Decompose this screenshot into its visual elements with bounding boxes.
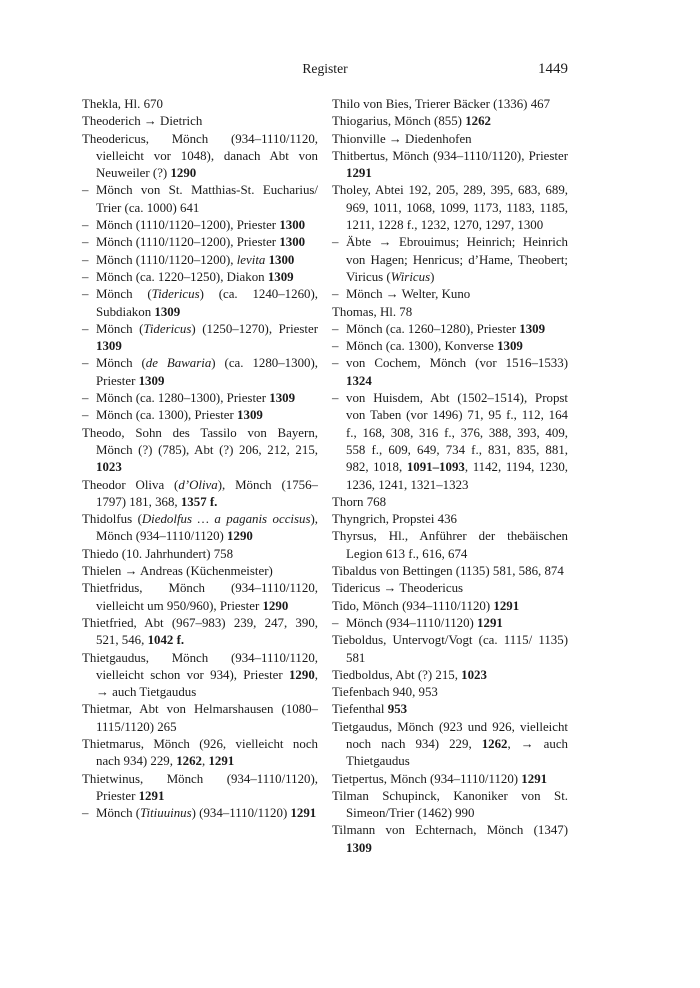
subentry-dash: – (332, 356, 339, 371)
italic-text: Tidericus (143, 321, 192, 336)
page-reference-bold: 1023 (461, 667, 487, 682)
page-reference-bold: 1291 (138, 788, 165, 803)
page-reference-bold: 1309 (269, 391, 296, 406)
entry-text: Thionville → Diedenhofen (332, 131, 472, 146)
running-head (82, 61, 568, 81)
index-entry (82, 511, 318, 546)
index-subentry (332, 390, 568, 494)
entry-text: Mönch (ca. 1260–1280), Priester (346, 321, 520, 336)
page-reference-bold: 1309 (346, 840, 372, 855)
entry-text: ) (ca. 1240–1260), Subdiakon (96, 287, 318, 319)
subentry-dash: – (82, 287, 89, 302)
entry-text: Tilman Schupinck, Kanoniker von St. Simeon/Trier (1462) 990 (332, 788, 568, 821)
page-reference-bold: 1290 (170, 166, 197, 181)
entry-text: Tidericus → Theodericus (332, 581, 464, 596)
entry-text: Thiogarius, Mönch (855) (332, 114, 466, 129)
entry-text: ), Mönch (1756–1797) 181, 368, (96, 477, 318, 509)
entry-text: Thorn 768 (332, 494, 387, 509)
page-reference-bold: 1324 (346, 373, 372, 388)
page-reference-bold: 1291 (493, 598, 520, 613)
index-entry (332, 822, 568, 857)
page-reference-bold: 1309 (237, 408, 263, 423)
entry-text: Thietmar, Abt von Helmarshausen (1080–1115/1120) 265 (82, 702, 318, 734)
entry-text: Mönch (1110/1120–1200), (96, 252, 237, 267)
entry-text: Theodericus, Mönch (934–1110/1120, vielleicht vor 1048), danach Abt von Neuweiler (?) (82, 131, 318, 181)
index-entry (332, 580, 568, 597)
index-entry (332, 131, 568, 148)
index-entry (82, 615, 318, 650)
page-reference-bold: 953 (387, 702, 408, 717)
entry-text: Tibaldus von Bettingen (1135) 581, 586, 874 (332, 564, 564, 579)
italic-text: Wiricus (390, 269, 431, 284)
index-subentry (82, 321, 318, 356)
index-entry (332, 598, 568, 615)
entry-text: ), Mönch (934–1110/1120) (96, 512, 318, 544)
page-reference-bold: 1042 f. (147, 633, 185, 648)
entry-text: Thitbertus, Mönch (934–1110/1120), Priester (332, 148, 568, 163)
index-subentry (82, 234, 318, 251)
index-entry (332, 684, 568, 701)
page-reference-bold: 1262 (481, 736, 508, 751)
index-subentry (82, 217, 318, 234)
page-reference-bold: 1357 f. (180, 494, 218, 509)
entry-text: Thekla, Hl. 670 (82, 97, 163, 111)
entry-text: Theodo, Sohn des Tassilo von Bayern, Mönch (?) (785), Abt (?) 206, 212, 215, (82, 425, 318, 457)
entry-text: Mönch ( (96, 287, 152, 302)
index-entry (332, 148, 568, 183)
index-subentry (332, 355, 568, 390)
index-entry (332, 182, 568, 234)
entry-text: Tietpertus, Mönch (934–1110/1120) (332, 771, 522, 786)
index-entry (82, 650, 318, 702)
page-reference-bold: 1290 (288, 667, 315, 682)
entry-text: ) (1250–1270), Priester (191, 321, 318, 336)
entry-text: ) (430, 269, 435, 284)
entry-text: Thyngrich, Propstei 436 (332, 512, 457, 527)
entry-text: Theoderich → Dietrich (82, 114, 203, 129)
subentry-dash: – (82, 806, 89, 821)
index-subentry (82, 805, 318, 822)
index-entry (332, 494, 568, 511)
entry-text: Thiedo (10. Jahrhundert) 758 (82, 546, 234, 561)
index-entry (332, 113, 568, 130)
entry-text: Thidolfus ( (82, 512, 142, 527)
index-subentry (82, 355, 318, 390)
entry-text: Tiedboldus, Abt (?) 215, (332, 667, 462, 682)
page-reference-bold: 1291 (290, 806, 317, 821)
index-entry (332, 701, 568, 718)
page-reference-bold: 1091–1093 (406, 460, 465, 475)
entry-text: Mönch (ca. 1220–1250), Diakon (96, 269, 268, 284)
index-entry (332, 667, 568, 684)
running-title: Register (302, 61, 348, 76)
subentry-dash: – (82, 218, 89, 233)
index-subentry (82, 182, 318, 217)
entry-text: , 1142, 1194, 1230, 1236, 1241, 1321–1323 (346, 460, 568, 492)
subentry-dash: – (332, 235, 339, 250)
entry-text: Tieboldus, Untervogt/Vogt (ca. 1115/ 1135) 581 (332, 633, 568, 665)
index-entry (82, 96, 318, 113)
page-reference-bold: 1290 (262, 598, 289, 613)
entry-text: Mönch von St. Matthias-St. Eucharius/ Trier (ca. 1000) 641 (96, 183, 318, 215)
entry-text: Thilo von Bies, Trierer Bäcker (1336) 467 (332, 97, 551, 111)
entry-text: von Huisdem, Abt (1502–1514), Propst von Taben (vor 1496) 71, 95 f., 112, 164 f., 168, 308, 316 f., 376, 388, 393, 409, 558 f., 609, 649, 734 f., 831, 835, 881, 982, 1018, (346, 391, 568, 475)
entry-text: Tilmann von Echternach, Mönch (1347) (332, 823, 568, 838)
subentry-dash: – (82, 269, 89, 284)
page-reference-bold: 1291 (477, 615, 503, 630)
index-entry (82, 477, 318, 512)
entry-text: Mönch → Welter, Kuno (346, 287, 471, 302)
index-entry (82, 580, 318, 615)
index-entry (82, 425, 318, 477)
entry-text: Tiefenthal (332, 702, 388, 717)
entry-text: Mönch (1110/1120–1200), Priester (96, 235, 280, 250)
page-reference-bold: 1309 (267, 269, 294, 284)
index-entry (82, 113, 318, 130)
entry-text: Mönch (ca. 1300), Konverse (346, 339, 498, 354)
index-entry (332, 719, 568, 771)
page-reference-bold: 1262 (176, 754, 202, 769)
subentry-dash: – (82, 252, 89, 267)
page-reference-bold: 1309 (154, 304, 181, 319)
page-number: 1449 (538, 61, 568, 77)
italic-text: Titiuuinus (140, 806, 192, 821)
entry-text: Thietmarus, Mönch (926, vielleicht noch nach 934) 229, (82, 736, 318, 769)
index-entry (82, 563, 318, 580)
entry-text: Mönch (1110/1120–1200), Priester (96, 218, 280, 233)
entry-text: ) (934–1110/1120) (191, 806, 291, 821)
index-entry (332, 563, 568, 580)
index-entry (82, 131, 318, 183)
index-column-right (332, 96, 568, 857)
index-subentry (82, 390, 318, 407)
page-reference-bold: 1309 (96, 339, 122, 354)
page-reference-bold: 1300 (268, 252, 295, 267)
index-subentry (332, 615, 568, 632)
index-entry (332, 96, 568, 113)
entry-text: ) (ca. 1280–1300), Priester (96, 356, 318, 388)
index-entry (82, 546, 318, 563)
italic-text: d’Oliva (178, 477, 218, 492)
index-entry (332, 632, 568, 667)
subentry-dash: – (82, 408, 89, 423)
entry-text: Thielen → Andreas (Küchenmeister) (82, 564, 273, 579)
page-reference-bold: 1262 (465, 114, 491, 129)
entry-text: von Cochem, Mönch (vor 1516–1533) (346, 356, 568, 371)
entry-text: Mönch (934–1110/1120) (346, 615, 478, 630)
entry-text: Thietfried, Abt (967–983) 239, 247, 390, 521, 546, (82, 615, 318, 648)
subentry-dash: – (82, 356, 89, 371)
page-reference-bold: 1309 (497, 339, 523, 354)
page-reference-bold: 1291 (521, 771, 548, 786)
subentry-dash: – (82, 391, 89, 406)
italic-text: Tidericus (151, 287, 200, 302)
index-subentry (82, 252, 318, 269)
index-column-left (82, 96, 318, 822)
index-entry (332, 528, 568, 563)
page-reference-bold: 1300 (279, 218, 306, 233)
index-entry (82, 701, 318, 736)
page-reference-bold: 1309 (519, 321, 546, 336)
italic-text: Diedolfus … a paganis occisus (141, 512, 311, 527)
entry-text: Thietfridus, Mönch (934–1110/1120, vielleicht um 950/960), Priester (82, 581, 318, 613)
entry-text: , → auch Thietgaudus (346, 736, 568, 769)
index-entry (332, 304, 568, 321)
index-subentry (332, 338, 568, 355)
entry-text: Thietwinus, Mönch (934–1110/1120), Priester (82, 771, 318, 803)
page-reference-bold: 1291 (346, 166, 372, 181)
entry-text: Tido, Mönch (934–1110/1120) (332, 598, 494, 613)
page-reference-bold: 1023 (96, 460, 122, 475)
entry-text: Mönch ( (96, 321, 144, 336)
index-subentry (82, 286, 318, 321)
page-reference-bold: 1290 (227, 529, 253, 544)
index-entry (82, 771, 318, 806)
page-reference-bold: 1291 (208, 754, 235, 769)
subentry-dash: – (332, 615, 339, 630)
entry-text: Tietgaudus, Mönch (923 und 926, vielleicht noch nach 934) 229, (332, 719, 568, 751)
entry-text: Tiefenbach 940, 953 (332, 685, 438, 700)
index-subentry (82, 269, 318, 286)
entry-text: Mönch ( (96, 806, 141, 821)
index-subentry (332, 321, 568, 338)
subentry-dash: – (332, 339, 339, 354)
subentry-dash: – (332, 321, 339, 336)
page-reference-bold: 1309 (138, 373, 165, 388)
entry-text: Äbte → Ebrouimus; Heinrich; Heinrich von Hagen; Henricus; d’Hame, Theobert; Viricus ( (346, 235, 568, 284)
entry-text: , (201, 754, 209, 769)
entry-text: Thyrsus, Hl., Anführer der thebäischen Legion 613 f., 616, 674 (332, 529, 568, 561)
page-reference-bold: 1300 (279, 235, 306, 250)
subentry-dash: – (332, 287, 339, 302)
entry-text: Thomas, Hl. 78 (332, 304, 413, 319)
subentry-dash: – (82, 183, 89, 198)
index-subentry (332, 286, 568, 303)
subentry-dash: – (332, 391, 339, 406)
index-entry (332, 511, 568, 528)
index-entry (332, 788, 568, 823)
entry-text: Mönch (ca. 1300), Priester (96, 408, 238, 423)
entry-text: Mönch ( (96, 356, 146, 371)
entry-text: Mönch (ca. 1280–1300), Priester (96, 391, 270, 406)
entry-text: Thietgaudus, Mönch (934–1110/1120, vielleicht schon vor 934), Priester (82, 650, 318, 682)
italic-text: levita (236, 252, 266, 267)
index-entry (332, 771, 568, 788)
entry-text: Tholey, Abtei 192, 205, 289, 395, 683, 689, 969, 1011, 1068, 1099, 1173, 1183, 1185, 1211, 1228 f., 1232, 1270, 1297, 1300 (332, 183, 568, 233)
entry-text: Theodor Oliva ( (82, 477, 179, 492)
index-subentry (332, 234, 568, 286)
index-entry (82, 736, 318, 771)
subentry-dash: – (82, 235, 89, 250)
subentry-dash: – (82, 321, 89, 336)
index-subentry (82, 407, 318, 424)
italic-text: de Bawaria (145, 356, 212, 371)
entry-text: , → auch Tietgaudus (96, 667, 318, 700)
